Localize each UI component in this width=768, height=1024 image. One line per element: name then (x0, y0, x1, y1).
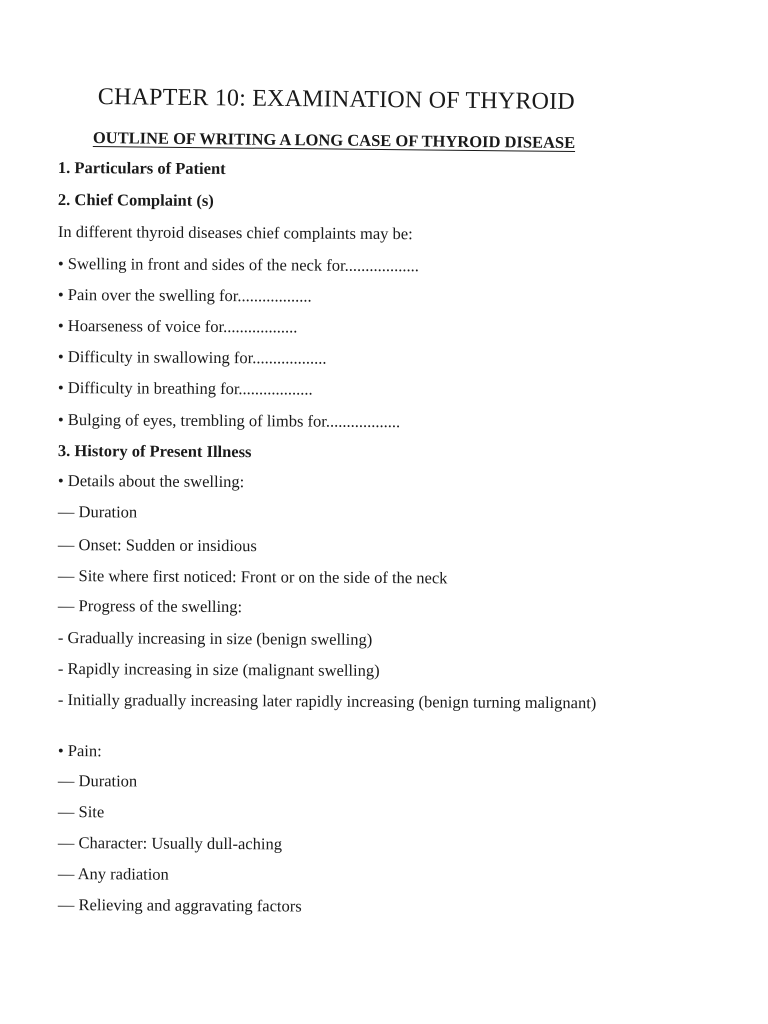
section-heading-history: 3. History of Present Illness (57, 441, 252, 462)
pain-detail-item: — Relieving and aggravating factors (57, 895, 302, 916)
swelling-detail-item: — Duration (57, 502, 138, 522)
pain-detail-item: — Character: Usually dull-aching (57, 833, 283, 854)
complaint-item: • Difficulty in swallowing for.................. (57, 347, 327, 368)
pain-detail-item: — Site (57, 802, 105, 822)
pain-detail-item: — Any radiation (57, 864, 169, 884)
pain-detail-item: — Duration (57, 771, 138, 791)
complaint-item: • Hoarseness of voice for.................. (57, 316, 298, 337)
swelling-details-label: • Details about the swelling: (57, 471, 245, 492)
complaint-item: • Difficulty in breathing for.................. (57, 378, 313, 399)
progress-item: - Rapidly increasing in size (malignant swelling) (57, 659, 380, 680)
progress-item: - Initially gradually increasing later rapidly increasing (benign turning malignant) (57, 690, 597, 713)
chief-complaints-intro: In different thyroid diseases chief complaints may be: (57, 222, 413, 244)
swelling-detail-item: — Site where first noticed: Front or on the side of the neck (57, 566, 448, 588)
complaint-item: • Bulging of eyes, trembling of limbs for.................. (57, 410, 401, 432)
complaint-item: • Pain over the swelling for.................. (57, 285, 312, 306)
section-heading-particulars: 1. Particulars of Patient (57, 158, 226, 179)
pain-label: • Pain: (57, 741, 102, 761)
chapter-title: CHAPTER 10: EXAMINATION OF THYROID (97, 84, 576, 115)
complaint-item: • Swelling in front and sides of the neck for.................. (57, 254, 419, 276)
outline-heading: OUTLINE OF WRITING A LONG CASE OF THYROID DISEASE (92, 128, 576, 153)
swelling-detail-item: — Progress of the swelling: (57, 596, 243, 617)
swelling-detail-item: — Onset: Sudden or insidious (57, 535, 257, 556)
progress-item: - Gradually increasing in size (benign swelling) (57, 628, 373, 649)
section-heading-chief-complaints: 2. Chief Complaint (s) (57, 190, 214, 210)
